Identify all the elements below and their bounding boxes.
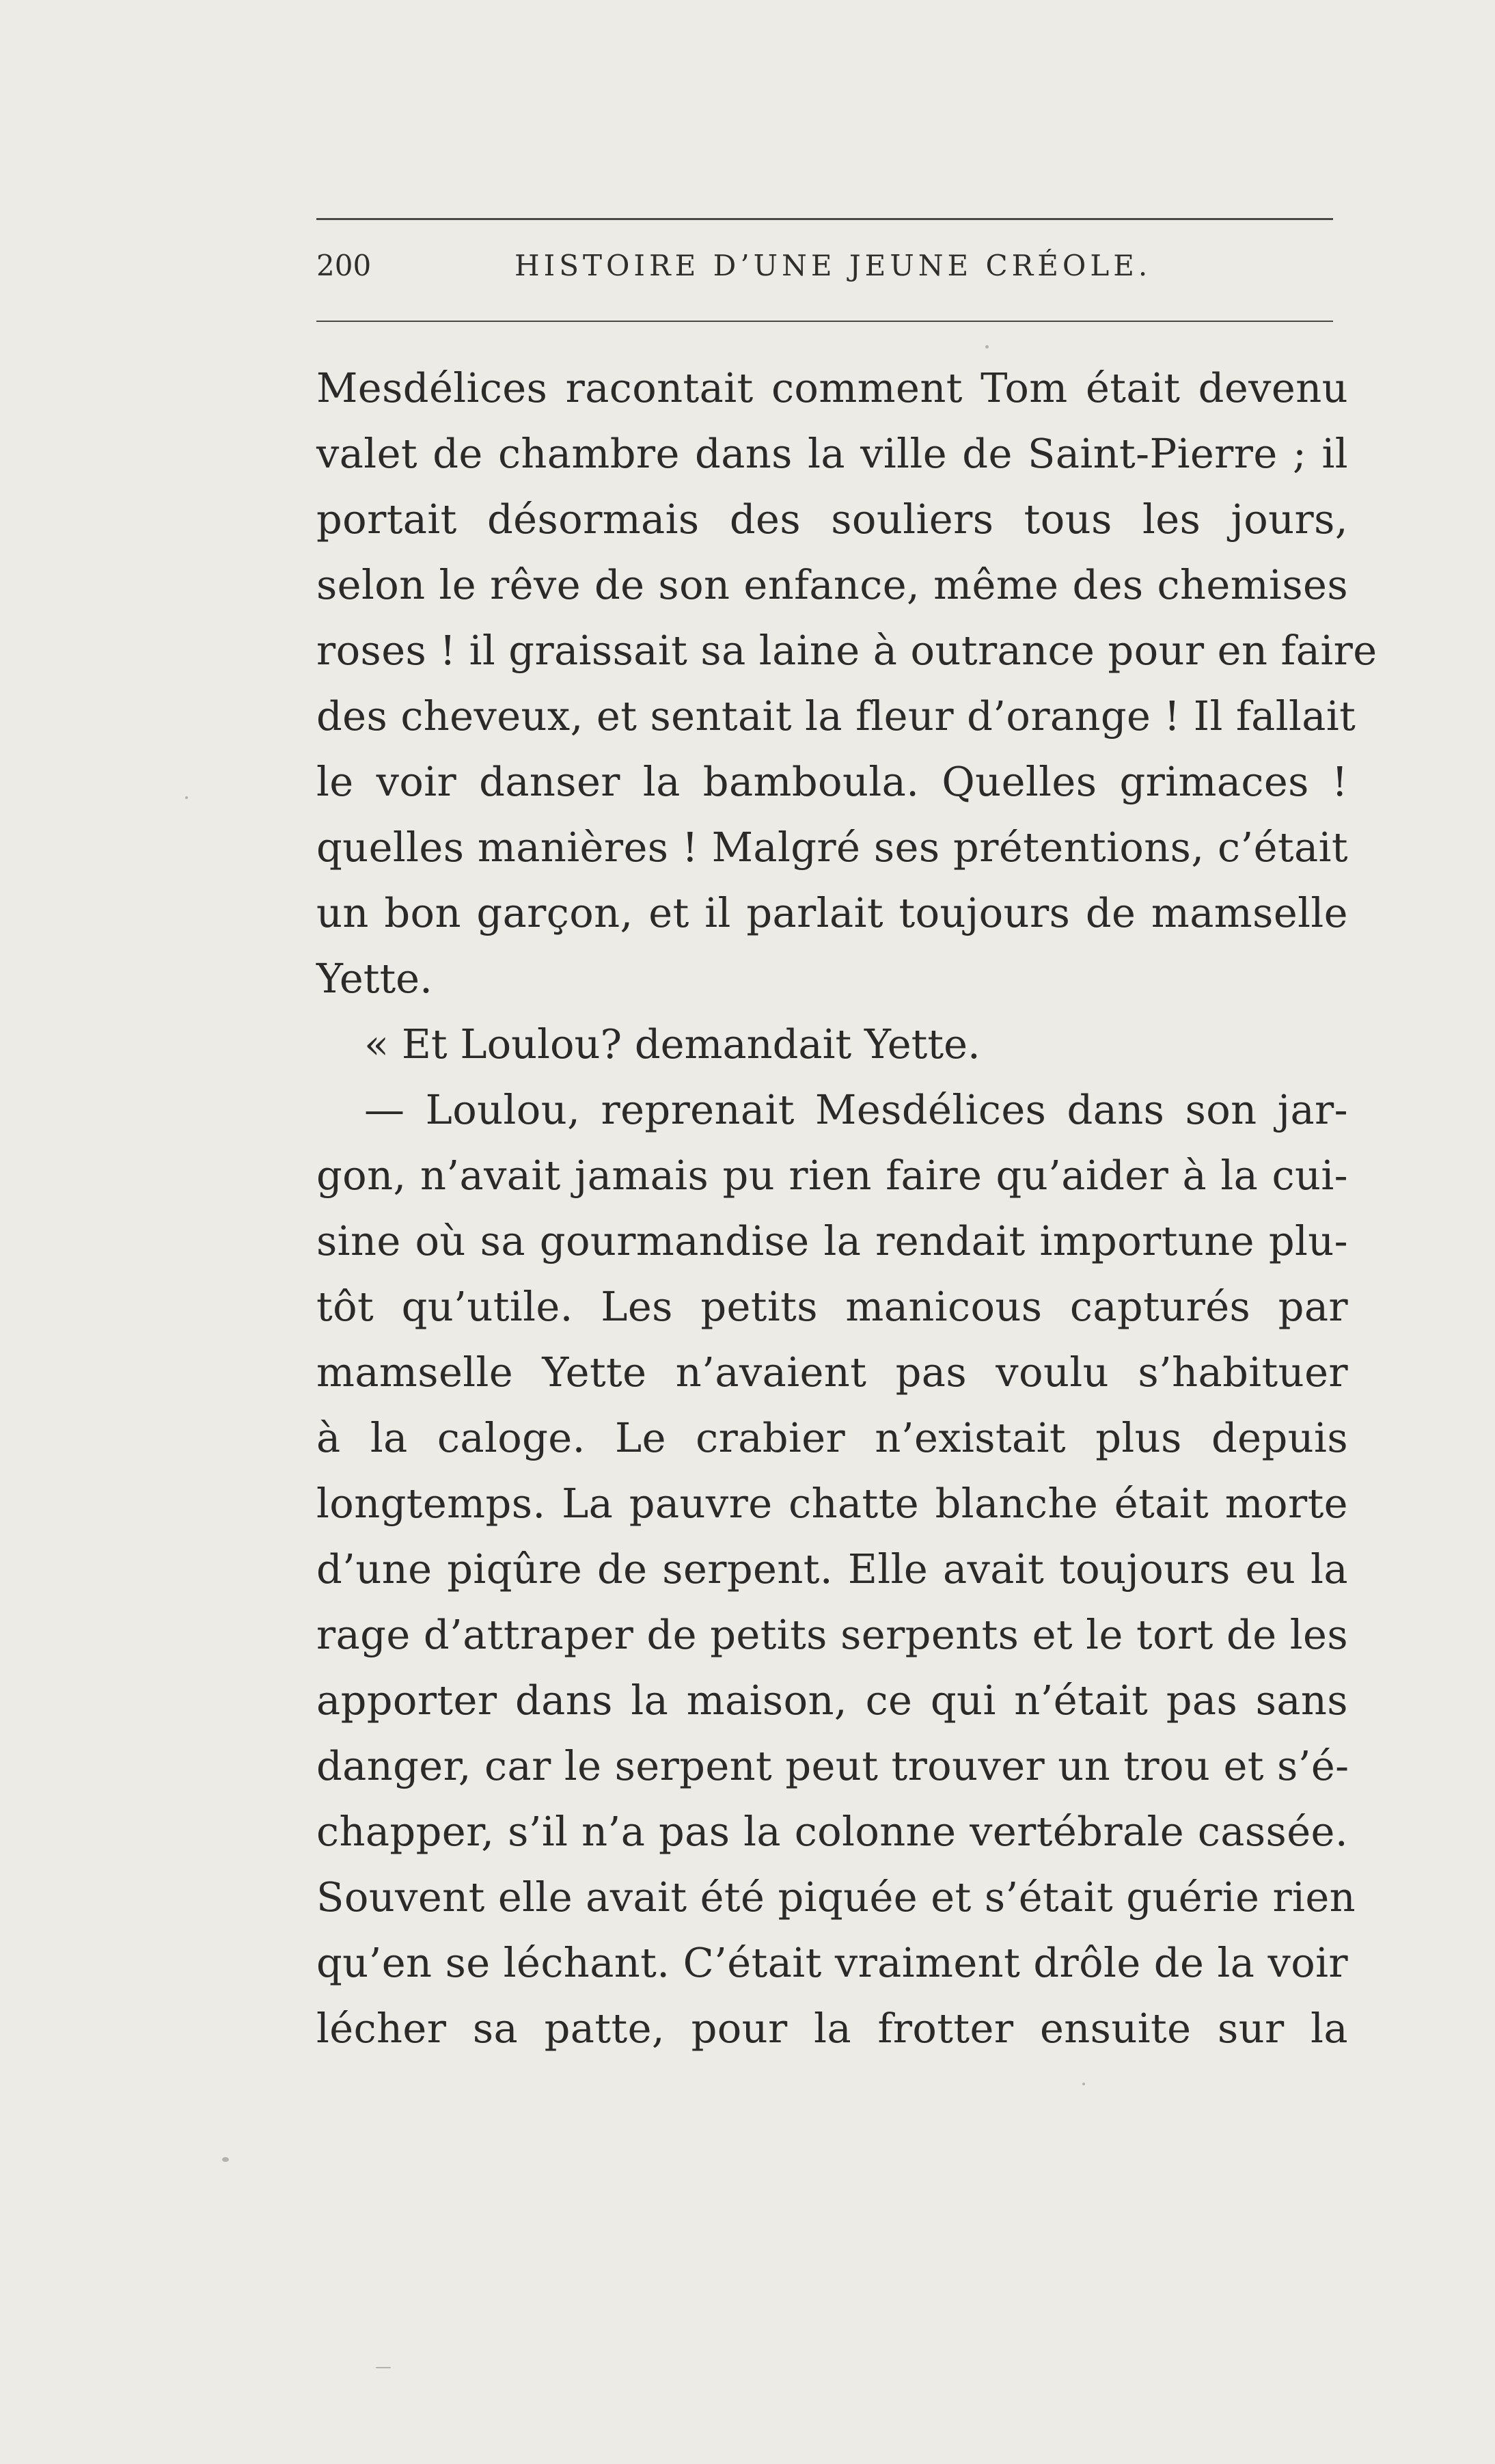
text-line: lécher sa patte, pour la frotter ensuite sur la [316, 2005, 1348, 2052]
text-line: « Et Loulou? demandait Yette. [364, 1020, 980, 1068]
text-line: Souvent elle avait été piquée et s’était guérie rien [316, 1873, 1356, 1921]
paper-speck [1082, 2083, 1085, 2085]
text-line: — Loulou, reprenait Mesdélices dans son jar- [364, 1086, 1348, 1133]
text-line: apporter dans la maison, ce qui n’était pas sans [316, 1677, 1348, 1724]
header-top-rule [316, 218, 1333, 220]
text-line: portait désormais des souliers tous les jours, [316, 496, 1348, 543]
page-number: 200 [316, 249, 372, 282]
text-line: sine où sa gourmandise la rendait importune plu- [316, 1217, 1348, 1264]
header-bottom-rule [316, 321, 1333, 322]
paper-speck [222, 2157, 229, 2162]
text-line: Yette. [316, 955, 433, 1002]
text-line: danger, car le serpent peut trouver un trou et s’é- [316, 1742, 1349, 1789]
text-line: chapper, s’il n’a pas la colonne vertébrale cassée. [316, 1808, 1348, 1855]
text-line: à la caloge. Le crabier n’existait plus depuis [316, 1414, 1348, 1461]
text-line: un bon garçon, et il parlait toujours de mamselle [316, 889, 1348, 936]
text-line: des cheveux, et sentait la fleur d’orange ! Il fallait [316, 692, 1356, 740]
text-line: mamselle Yette n’avaient pas voulu s’habituer [316, 1349, 1348, 1396]
text-line: rage d’attraper de petits serpents et le tort de les [316, 1611, 1348, 1658]
running-head [316, 249, 1333, 297]
text-line: le voir danser la bamboula. Quelles grimaces ! [316, 758, 1348, 805]
paper-speck [376, 2367, 391, 2368]
text-line: qu’en se léchant. C’était vraiment drôle de la voir [316, 1939, 1348, 1986]
text-line: d’une piqûre de serpent. Elle avait toujours eu la [316, 1545, 1348, 1593]
text-line: Mesdélices racontait comment Tom était devenu [316, 364, 1348, 411]
text-line: longtemps. La pauvre chatte blanche était morte [316, 1480, 1348, 1527]
paper-speck [185, 796, 188, 799]
text-line: quelles manières ! Malgré ses prétentions, c’était [316, 824, 1348, 871]
text-line: roses ! il graissait sa laine à outrance pour en faire [316, 627, 1377, 674]
paper-speck [985, 345, 989, 349]
text-line: tôt qu’utile. Les petits manicous capturés par [316, 1283, 1348, 1330]
text-line: gon, n’avait jamais pu rien faire qu’aider à la cui- [316, 1152, 1348, 1199]
running-head-title: HISTOIRE D’UNE JEUNE CRÉOLE. [515, 249, 1152, 282]
text-line: selon le rêve de son enfance, même des chemises [316, 561, 1348, 608]
text-line: valet de chambre dans la ville de Saint-Pierre ; il [316, 430, 1348, 477]
